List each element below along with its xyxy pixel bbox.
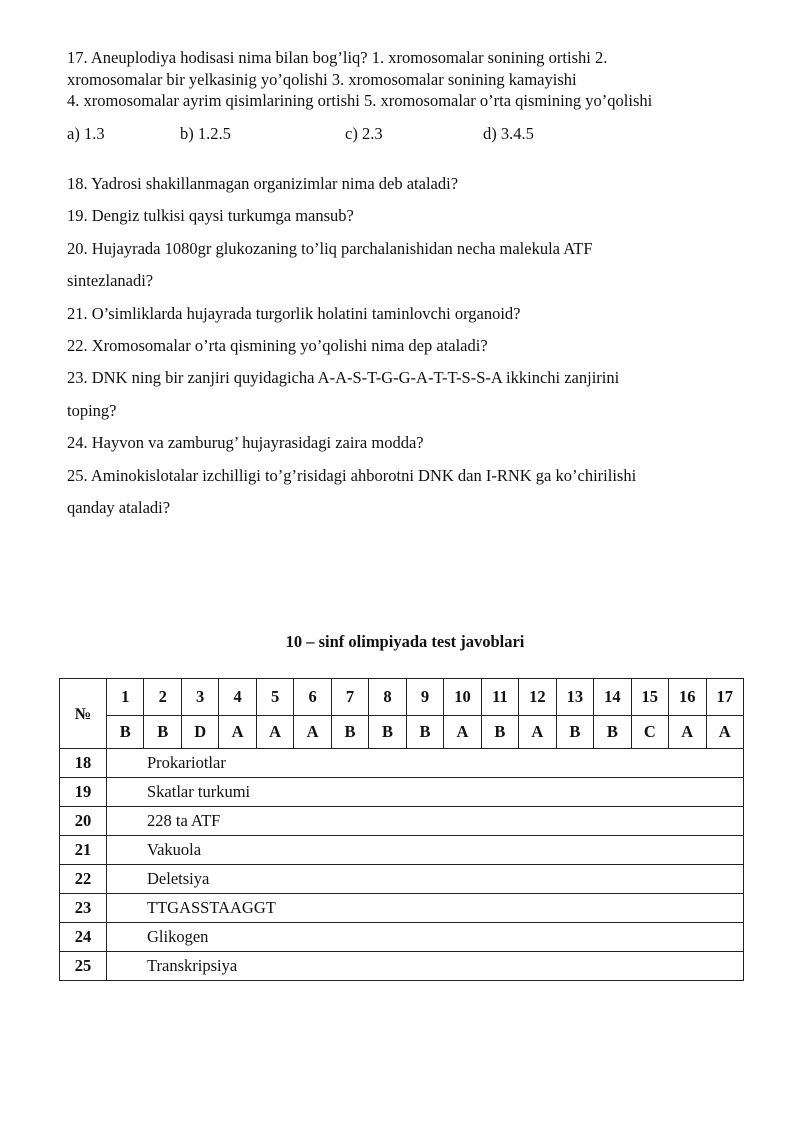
option-a: a) 1.3	[67, 124, 105, 143]
answer-letter-cell: A	[219, 715, 256, 748]
answer-row	[60, 952, 744, 981]
question-number-cell: 1	[107, 679, 144, 716]
question-number-cell: 11	[481, 679, 518, 716]
answer-letter-cell: A	[256, 715, 293, 748]
question-number-cell: 12	[519, 679, 556, 716]
answer-letter-cell: C	[631, 715, 668, 748]
question-18: 18. Yadrosi shakillanmagan organizimlar nima deb ataladi?	[67, 174, 459, 193]
answer-letter-cell: D	[181, 715, 218, 748]
answers-letter-row	[60, 715, 744, 748]
answer-row-number: 25	[60, 952, 107, 981]
answer-row-number: 23	[60, 894, 107, 923]
question-number-cell: 16	[669, 679, 706, 716]
answers-header-row	[60, 679, 744, 716]
answers-title: 10 – sinf olimpiyada test javoblari	[285, 632, 525, 651]
answer-row-value: Skatlar turkumi	[107, 778, 744, 807]
question-23: 23. DNK ning bir zanjiri quyidagicha A-A-S-T-G-G-A-T-T-S-S-A ikkinchi zanjirini	[67, 368, 620, 388]
answer-row	[60, 836, 744, 865]
question-number-cell: 5	[256, 679, 293, 716]
question-number-cell: 10	[444, 679, 481, 716]
answer-row-value: 228 ta ATF	[107, 807, 744, 836]
question-17-options	[67, 124, 667, 146]
question-number-cell: 13	[556, 679, 593, 716]
question-number-cell: 2	[144, 679, 181, 716]
answer-letter-cell: A	[294, 715, 331, 748]
question-number-cell: 6	[294, 679, 331, 716]
answer-letter-cell: A	[519, 715, 556, 748]
answer-row-value: TTGASSTAAGGT	[107, 894, 744, 923]
answer-row-number: 18	[60, 749, 107, 778]
answer-row-value: Vakuola	[107, 836, 744, 865]
question-20-cont: sintezlanadi?	[67, 271, 154, 291]
answer-letter-cell: B	[369, 715, 406, 748]
answer-letter-cell: B	[594, 715, 631, 748]
question-17	[67, 47, 757, 112]
question-20: 20. Hujayrada 1080gr glukozaning to’liq parchalanishidan necha malekula ATF	[67, 238, 593, 258]
answer-row-value: Transkripsiya	[107, 952, 744, 981]
question-23-cont: toping?	[67, 400, 117, 420]
question-number-cell: 3	[181, 679, 218, 716]
question-25-cont: qanday ataladi?	[67, 498, 171, 518]
option-d: d) 3.4.5	[483, 124, 534, 143]
question-19: 19. Dengiz tulkisi qaysi turkumga mansub?	[67, 206, 354, 226]
answer-letter-cell: B	[107, 715, 144, 748]
answer-row-number: 24	[60, 923, 107, 952]
question-list	[67, 168, 757, 524]
answer-row	[60, 778, 744, 807]
answer-letter-cell: A	[706, 715, 744, 748]
answer-row-value: Deletsiya	[107, 865, 744, 894]
answer-letter-cell: B	[144, 715, 181, 748]
answer-letter-cell: B	[556, 715, 593, 748]
question-24: 24. Hayvon va zamburug’ hujayrasidagi zaira modda?	[67, 433, 424, 453]
question-number-cell: 14	[594, 679, 631, 716]
answer-letter-cell: A	[444, 715, 481, 748]
answer-row-number: 21	[60, 836, 107, 865]
question-number-cell: 4	[219, 679, 256, 716]
answer-row-number: 20	[60, 807, 107, 836]
question-25: 25. Aminokislotalar izchilligi to’g’risidagi ahborotni DNK dan I-RNK ga ko’chirilishi	[67, 465, 637, 485]
answer-letter-cell: A	[669, 715, 706, 748]
answer-row	[60, 894, 744, 923]
answer-row	[60, 807, 744, 836]
answer-row-value: Prokariotlar	[107, 749, 744, 778]
answer-row-number: 22	[60, 865, 107, 894]
number-sign-header: №	[60, 679, 107, 749]
question-number-cell: 7	[331, 679, 368, 716]
option-c: c) 2.3	[345, 124, 383, 143]
option-b: b) 1.2.5	[180, 124, 231, 143]
answer-letter-cell: B	[406, 715, 443, 748]
answers-table	[59, 678, 744, 981]
answer-letter-cell: B	[481, 715, 518, 748]
answer-row	[60, 865, 744, 894]
question-17-line-2: xromosomalar bir yelkasinig yo’qolishi 3. xromosomalar sonining kamayishi	[67, 69, 577, 89]
answer-letter-cell: B	[331, 715, 368, 748]
question-number-cell: 9	[406, 679, 443, 716]
answer-row-value: Glikogen	[107, 923, 744, 952]
answer-row	[60, 923, 744, 952]
answer-row	[60, 749, 744, 778]
question-21: 21. O’simliklarda hujayrada turgorlik holatini taminlovchi organoid?	[67, 303, 521, 323]
question-17-line-3: 4. xromosomalar ayrim qisimlarining ortishi 5. xromosomalar o’rta qismining yo’qolishi	[67, 91, 653, 110]
answer-row-number: 19	[60, 778, 107, 807]
question-number-cell: 17	[706, 679, 744, 716]
question-number-cell: 8	[369, 679, 406, 716]
question-22: 22. Xromosomalar o’rta qismining yo’qolishi nima dep ataladi?	[67, 336, 488, 356]
question-number-cell: 15	[631, 679, 668, 716]
question-17-line-1: 17. Aneuplodiya hodisasi nima bilan bog’liq? 1. xromosomalar sonining ortishi 2.	[67, 48, 608, 67]
